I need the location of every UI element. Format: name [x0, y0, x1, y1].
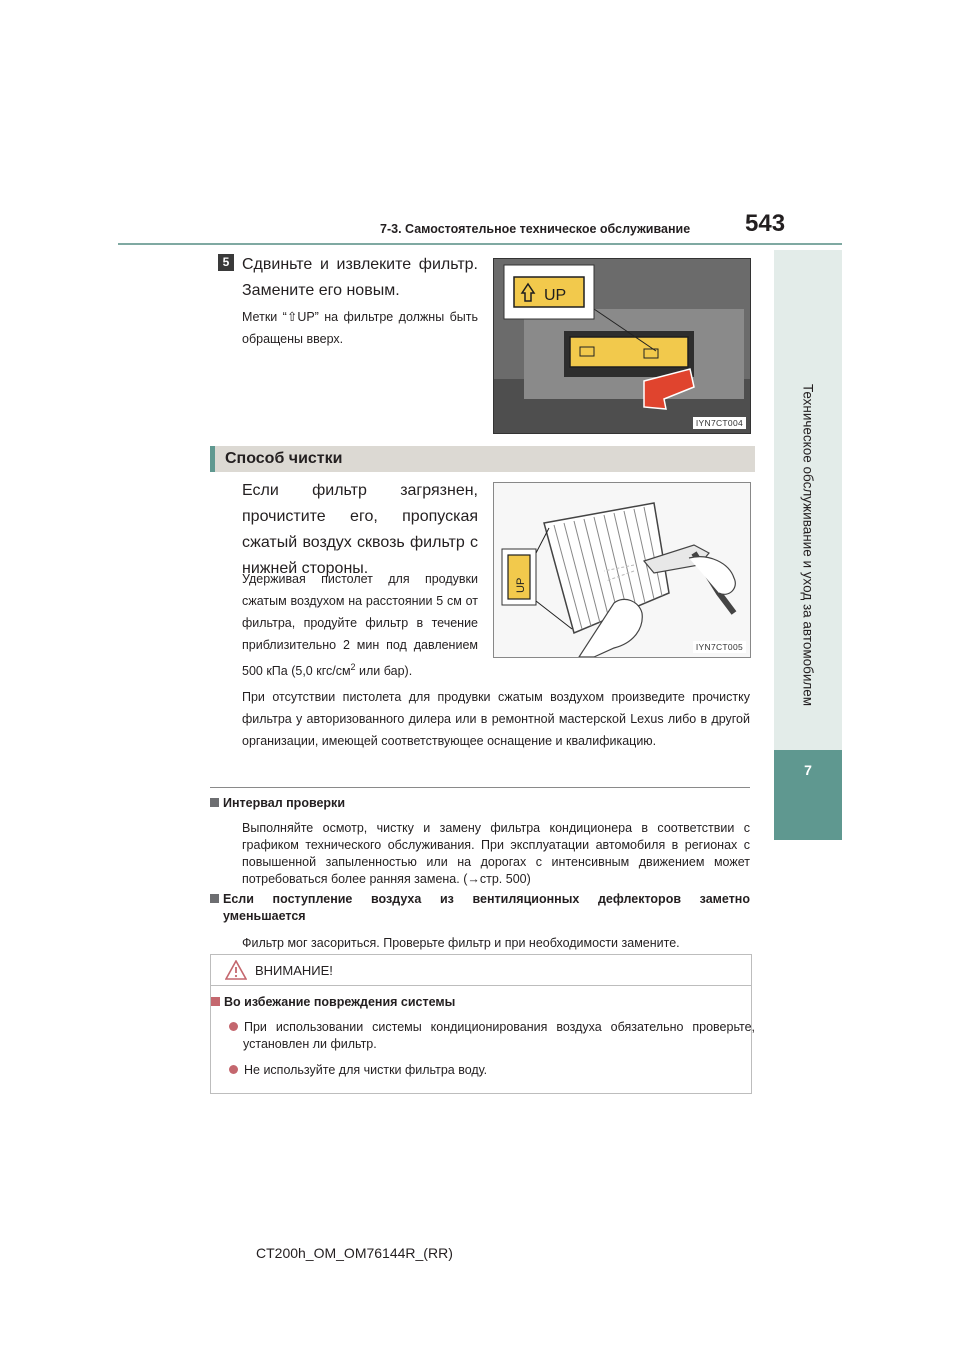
round-bullet-icon — [229, 1065, 238, 1074]
round-bullet-icon — [229, 1022, 238, 1031]
warning-box — [210, 954, 755, 1094]
warning-item-2: Не используйте для чистки фильтра воду. — [229, 1062, 755, 1079]
warning-title: ВНИМАНИЕ! — [255, 963, 333, 978]
chapter-side-text: Техническое обслуживание и уход за автомобилем — [800, 383, 816, 707]
warning-item-1: При использовании системы кондиционирования воздуха обязательно проверьте, установлен ли фильтр. — [229, 1019, 755, 1053]
section-divider — [210, 787, 750, 788]
up-mark-text: UP — [544, 287, 567, 304]
header-divider — [118, 243, 842, 245]
figure-code: IYN7CT004 — [693, 417, 746, 429]
warning-content — [211, 995, 755, 1079]
square-bullet-icon — [210, 894, 219, 903]
step-number-badge: 5 — [218, 254, 234, 271]
filter-cleaning-figure — [493, 482, 751, 658]
cleaning-main-text: Если фильтр загрязнен, прочистите его, пропуская сжатый воздух сквозь фильтр с нижней стороны. — [242, 482, 478, 577]
filter-removal-figure — [493, 258, 751, 434]
step5-main-text: Сдвиньте и извлеките фильтр. Замените его новым. — [242, 256, 478, 299]
warning-header — [211, 955, 751, 986]
note-body: Выполняйте осмотр, чистку и замену фильтра кондиционера в соответствии с графиком технического обслуживания. При эксплуатации автомобиля в регионах с повышенной запыленностью или на дорогах с интенсивным движением может потребоваться более ранняя замена. (→стр. 500) — [242, 821, 750, 886]
section-title: Способ чистки — [225, 450, 343, 467]
page-number: 543 — [745, 210, 786, 237]
cleaning-sub-text-2: или бар). — [355, 664, 413, 679]
filter-cleaning-illustration — [494, 483, 750, 657]
chapter-number-tab — [774, 750, 842, 840]
square-bullet-icon — [211, 997, 220, 1006]
superscript-2: 2 — [350, 662, 356, 672]
footer-doc-code: CT200h_OM_OM76144R_(RR) — [256, 1245, 453, 1261]
chapter-number: 7 — [804, 762, 812, 778]
cleaning-sub-text — [242, 568, 478, 682]
cleaning-sub-text-1: Удерживая пистолет для продувки сжатым воздухом на расстоянии 5 см от фильтра, продуйте фильтр в течение приблизительно 2 мин под давлением 500 кПа (5,0 кгс/см — [242, 572, 478, 679]
note-inspection-interval — [210, 796, 750, 888]
square-bullet-icon — [210, 798, 219, 807]
cleaning-extra-text: При отсутствии пистолета для продувки сжатым воздухом произведите прочистку фильтра у авторизованного дилера или в ремонтной мастерской Lexus либо в другой организации, имеющей соответствующее оснащение и квалификацию. — [242, 690, 750, 748]
warning-triangle-icon — [225, 960, 247, 980]
note-airflow-decrease — [210, 891, 750, 952]
step5-sub-text: Метки “⇧UP” на фильтре должны быть обращены вверх. — [242, 310, 478, 346]
warning-subheading: Во избежание повреждения системы — [211, 995, 751, 1009]
figure-code-2: IYN7CT005 — [693, 641, 746, 653]
header-section-title: 7-3. Самостоятельное техническое обслуживание — [380, 222, 691, 236]
cleaning-section-header — [210, 446, 755, 472]
note-heading: Интервал проверки — [210, 796, 750, 810]
note-heading: Если поступление воздуха из вентиляционных дефлекторов заметно уменьшается — [210, 891, 750, 925]
note-body: Фильтр мог засориться. Проверьте фильтр и при необходимости замените. — [242, 936, 680, 950]
up-mark-text-2: UP — [515, 577, 527, 593]
filter-removal-illustration — [494, 259, 750, 433]
